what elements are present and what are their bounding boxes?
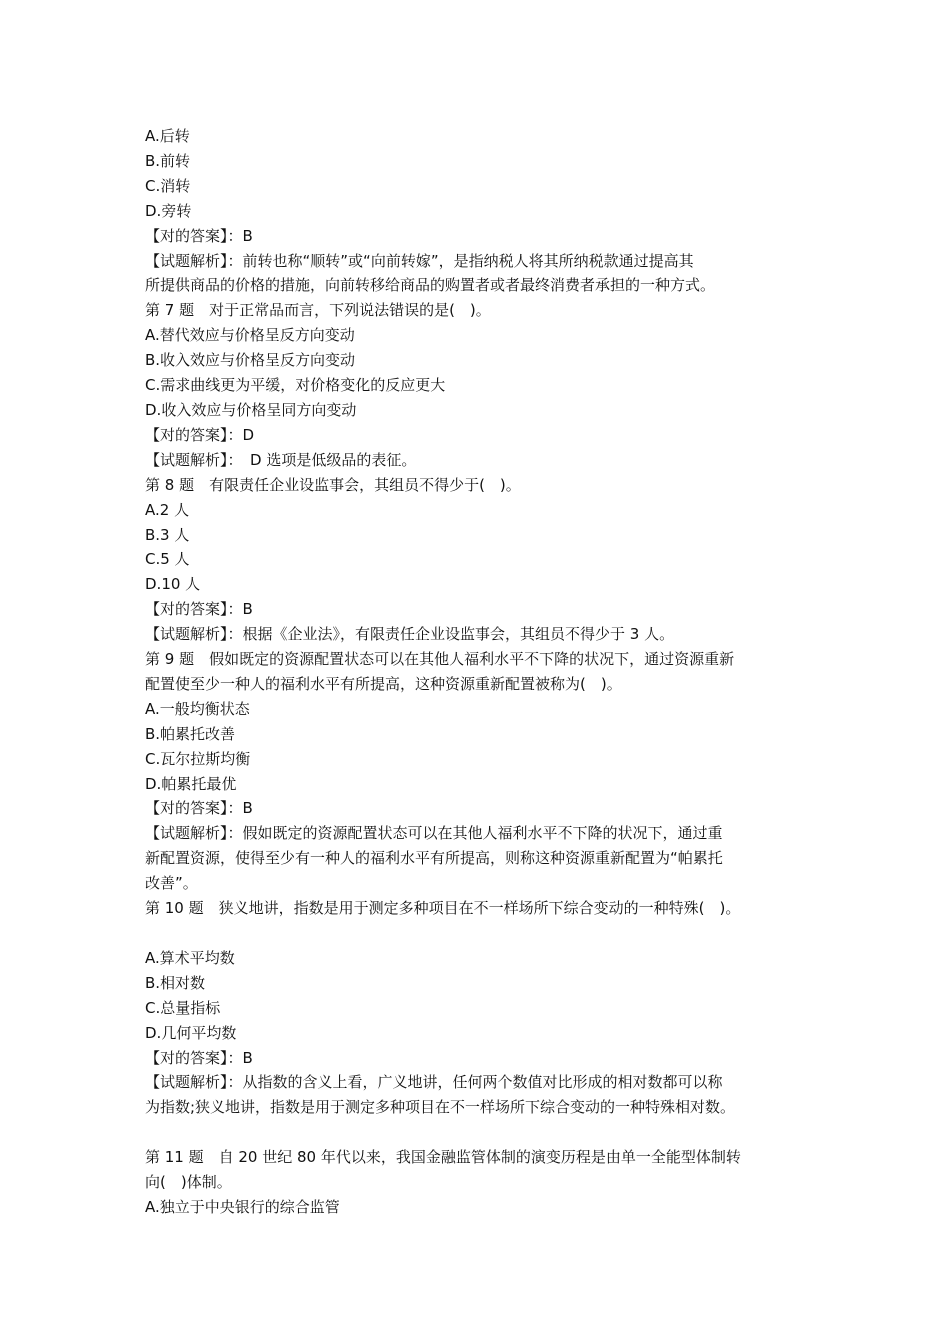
q10-option-d: D.几何平均数 [145, 1023, 237, 1042]
q8-option-d: D.10 人 [145, 575, 201, 594]
q9-option-c: C.瓦尔拉斯均衡 [145, 749, 251, 768]
q7-answer: 【对的答案】：D [145, 425, 255, 444]
q7-option-b: B.收入效应与价格呈反方向变动 [145, 351, 356, 370]
q10-option-c: C.总量指标 [145, 998, 221, 1017]
q11-stem-line-1: 第 11 题 自 20 世纪 80 年代以来，我国金融监管体制的演变历程是由单一全能型体制转 [145, 1148, 741, 1167]
q11-stem-line-2: 向( )体制。 [145, 1173, 232, 1192]
q7-option-a: A.替代效应与价格呈反方向变动 [145, 326, 355, 345]
q10-option-b: B.相对数 [145, 973, 206, 992]
q6-analysis-line-1: 【试题解析】：前转也称“顺转”或“向前转嫁”，是指纳税人将其所纳税款通过提高其 [145, 251, 694, 270]
q10-stem: 第 10 题 狭义地讲，指数是用于测定多种项目在不一样场所下综合变动的一种特殊( )。 [145, 899, 741, 918]
q6-analysis-line-2: 所提供商品的价格的措施，向前转移给商品的购置者或者最终消费者承担的一种方式。 [145, 276, 716, 295]
q8-option-c: C.5 人 [145, 550, 190, 569]
q8-option-a: A.2 人 [145, 500, 190, 519]
q6-option-c: C.消转 [145, 176, 191, 195]
q6-option-d: D.旁转 [145, 201, 192, 220]
q10-analysis-line-2: 为指数;狭义地讲，指数是用于测定多种项目在不一样场所下综合变动的一种特殊相对数。 [145, 1098, 736, 1117]
q8-answer: 【对的答案】：B [145, 600, 253, 619]
q9-stem-line-2: 配置使至少一种人的福利水平有所提高，这种资源重新配置被称为( )。 [145, 674, 622, 693]
blank-line [145, 1120, 810, 1145]
q10-analysis-line-1: 【试题解析】：从指数的含义上看，广义地讲，任何两个数值对比形成的相对数都可以称 [145, 1073, 723, 1092]
q7-option-c: C.需求曲线更为平缓，对价格变化的反应更大 [145, 376, 446, 395]
q6-option-a: A.后转 [145, 127, 190, 145]
q9-option-d: D.帕累托最优 [145, 774, 237, 793]
q7-option-d: D.收入效应与价格呈同方向变动 [145, 400, 357, 419]
q7-analysis: 【试题解析】： D 选项是低级品的表征。 [145, 450, 417, 469]
q9-option-b: B.帕累托改善 [145, 724, 236, 743]
q8-analysis: 【试题解析】：根据《企业法》，有限责任企业设监事会，其组员不得少于 3 人。 [145, 625, 675, 644]
q10-answer: 【对的答案】：B [145, 1048, 253, 1067]
q10-option-a: A.算术平均数 [145, 948, 235, 967]
q9-analysis-line-3: 改善”。 [145, 874, 198, 893]
q6-option-b: B.前转 [145, 151, 191, 170]
document-page [145, 124, 810, 1220]
q6-answer: 【对的答案】：B [145, 226, 253, 245]
q9-stem-line-1: 第 9 题 假如既定的资源配置状态可以在其他人福利水平不下降的状况下，通过资源重新 [145, 650, 735, 669]
q9-analysis-line-2: 新配置资源，使得至少有一种人的福利水平有所提高，则称这种资源重新配置为“帕累托 [145, 849, 723, 868]
q9-analysis-line-1: 【试题解析】：假如既定的资源配置状态可以在其他人福利水平不下降的状况下，通过重 [145, 824, 723, 843]
blank-line [145, 921, 810, 946]
q9-answer: 【对的答案】：B [145, 799, 253, 818]
q9-option-a: A.一般均衡状态 [145, 699, 250, 718]
q8-stem: 第 8 题 有限责任企业设监事会，其组员不得少于( )。 [145, 475, 521, 494]
q7-stem: 第 7 题 对于正常品而言，下列说法错误的是( )。 [145, 301, 491, 320]
q11-option-a: A.独立于中央银行的综合监管 [145, 1197, 340, 1216]
q8-option-b: B.3 人 [145, 525, 190, 544]
